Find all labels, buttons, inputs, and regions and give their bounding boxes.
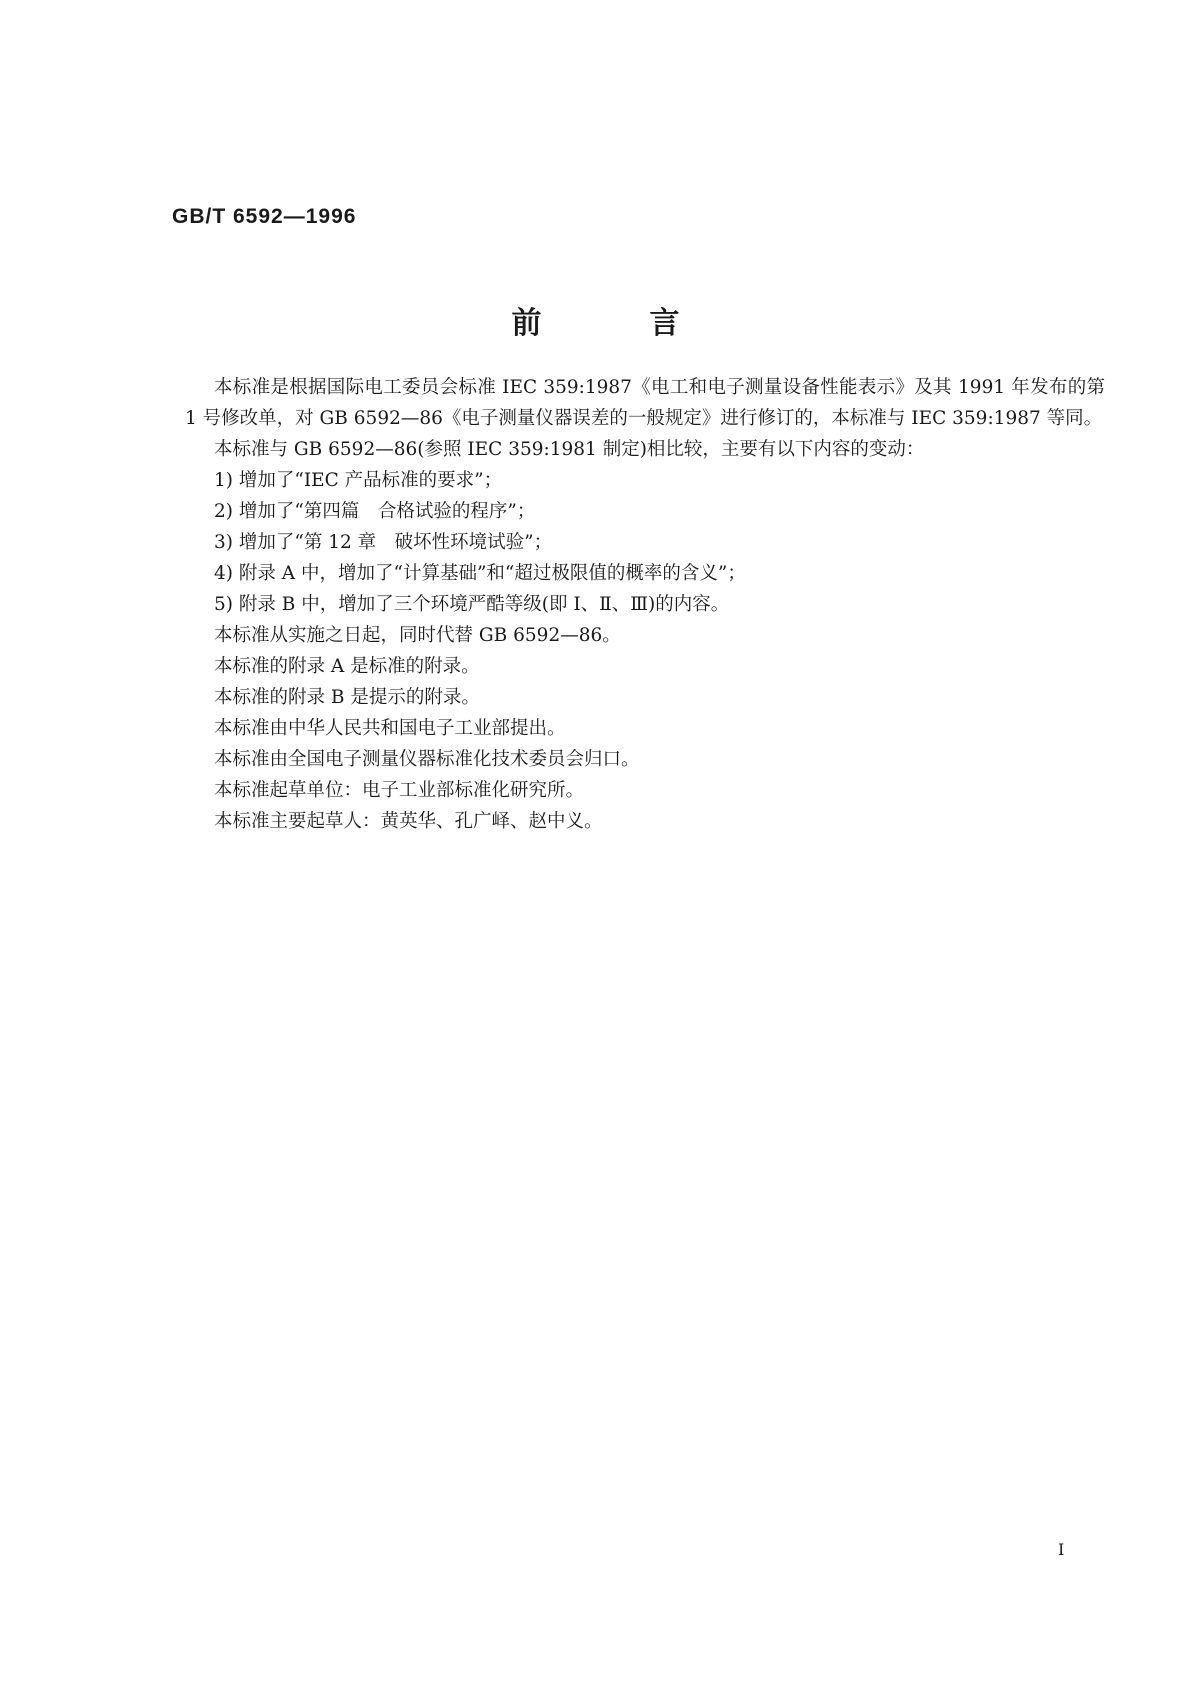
page-title: 前言 [511, 306, 788, 341]
intro-paragraph: 本标准是根据国际电工委员会标准 IEC 359:1987《电工和电子测量设备性能表示》及其 1991 年发布的第 1 号修改单，对 GB 6592—86《电子测量仪器误差的一般规定》进行修订的，本标准与 IEC 359:1987 等同。 [185, 377, 1105, 429]
change-item-2: 2) 增加了“第四篇 合格试验的程序”； [214, 501, 536, 522]
drafters-paragraph: 本标准主要起草人：黄英华、孔广峄、赵中义。 [214, 811, 603, 832]
proposer-paragraph: 本标准由中华人民共和国电子工业部提出。 [214, 718, 566, 739]
committee-paragraph: 本标准由全国电子测量仪器标准化技术委员会归口。 [214, 749, 640, 770]
page-number: I [1058, 1540, 1065, 1559]
drafting-unit-paragraph: 本标准起草单位：电子工业部标准化研究所。 [214, 780, 585, 801]
change-item-4: 4) 附录 A 中，增加了“计算基础”和“超过极限值的概率的含义”； [214, 563, 746, 584]
change-item-5: 5) 附录 B 中，增加了三个环境严酷等级(即 Ⅰ、Ⅱ、Ⅲ)的内容。 [214, 594, 730, 615]
change-item-3: 3) 增加了“第 12 章 破坏性环境试验”； [214, 532, 553, 553]
change-item-1: 1) 增加了“IEC 产品标准的要求”； [214, 470, 503, 491]
replacement-paragraph: 本标准从实施之日起，同时代替 GB 6592—86。 [214, 625, 621, 646]
standard-number: GB/T 6592—1996 [172, 205, 357, 228]
annex-b-paragraph: 本标准的附录 B 是提示的附录。 [214, 687, 480, 708]
foreword-body [185, 372, 1105, 837]
annex-a-paragraph: 本标准的附录 A 是标准的附录。 [214, 656, 480, 677]
comparison-paragraph: 本标准与 GB 6592—86(参照 IEC 359:1981 制定)相比较，主要有以下内容的变动： [214, 439, 925, 460]
